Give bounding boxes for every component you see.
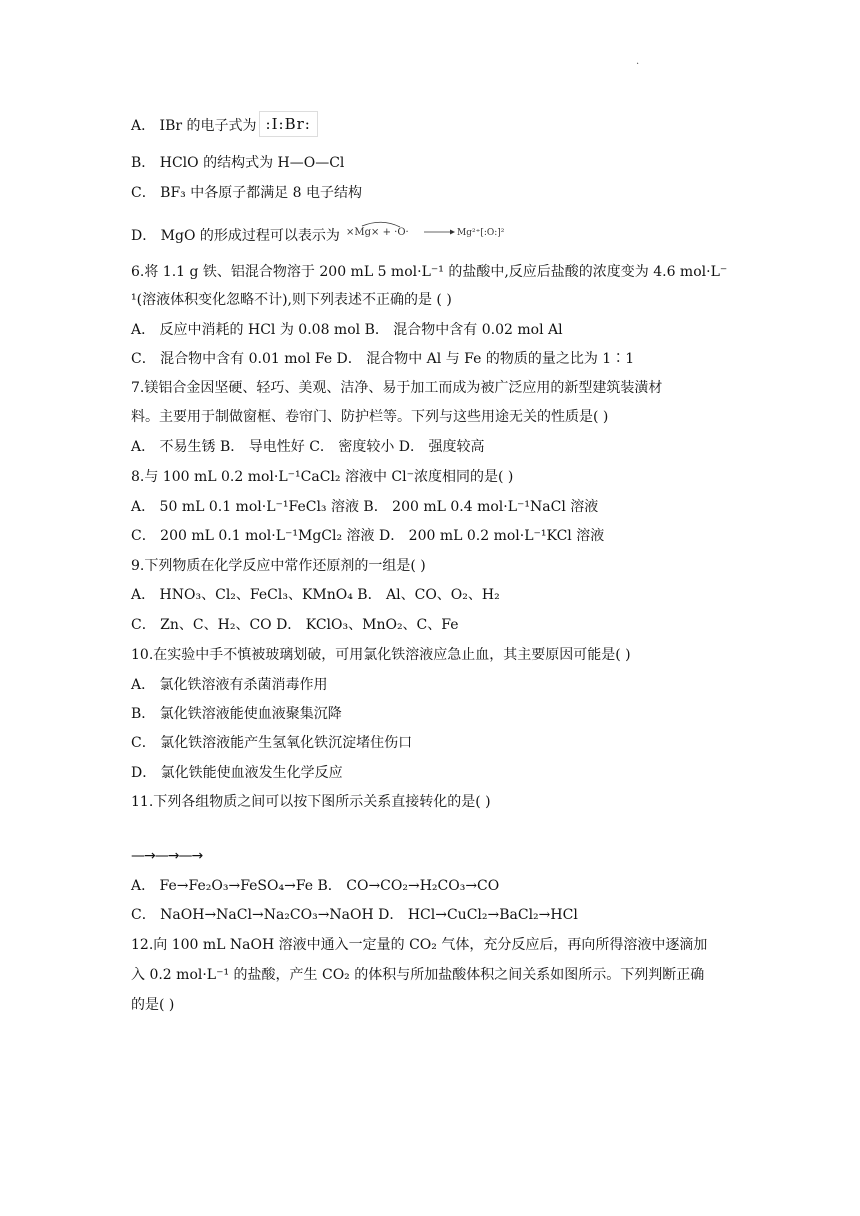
mgo-left-text: ×Mg× + ·O· [346, 227, 410, 238]
q9-stem: 9.下列物质在化学反应中常作还原剂的一组是( ) [131, 558, 426, 574]
q9-options-cd: C． Zn、C、H₂、CO D． KClO₃、MnO₂、C、Fe [131, 617, 459, 633]
q5-option-a-text: A． IBr 的电子式为 [131, 118, 257, 134]
q10-option-c: C． 氯化铁溶液能产生氢氧化铁沉淀堵住伤口 [131, 735, 413, 751]
q12-stem-line2: 入 0.2 mol·L⁻¹ 的盐酸，产生 CO₂ 的体积与所加盐酸体积之间关系如图所示。下列判断正确 [131, 967, 705, 983]
q8-options-ab: A． 50 mL 0.1 mol·L⁻¹FeCl₃ 溶液 B． 200 mL 0.4 mol·L⁻¹NaCl 溶液 [131, 499, 599, 515]
q6-options-cd: C． 混合物中含有 0.01 mol Fe D． 混合物中 Al 与 Fe 的物质的量之比为 1∶1 [131, 351, 635, 367]
q6-stem-line1: 6.将 1.1 g 铁、铝混合物溶于 200 mL 5 mol·L⁻¹ 的盐酸中,反应后盐酸的浓度变为 4.6 mol·L⁻ [131, 264, 728, 280]
q8-stem: 8.与 100 mL 0.2 mol·L⁻¹CaCl₂ 溶液中 Cl⁻浓度相同的是( ) [131, 469, 514, 485]
q10-option-b: B． 氯化铁溶液能使血液聚集沉降 [131, 706, 342, 722]
q11-options-ab: A． Fe→Fe₂O₃→FeSO₄→Fe B． CO→CO₂→H₂CO₃→CO [131, 878, 500, 894]
q11-stem: 11.下列各组物质之间可以按下图所示关系直接转化的是( ) [131, 794, 491, 810]
q5-option-a [131, 113, 318, 139]
q6-stem-line2: ¹(溶液体积变化忽略不计),则下列表述不正确的是 ( ) [131, 292, 452, 308]
q5-option-d [131, 222, 504, 250]
q5-option-b: B． HClO 的结构式为 H—O—Cl [131, 155, 345, 171]
q7-options: A． 不易生锈 B． 导电性好 C． 密度较小 D． 强度较高 [131, 439, 485, 455]
q11-arrow-diagram: —→—→—→ [131, 848, 203, 864]
q8-options-cd: C． 200 mL 0.1 mol·L⁻¹MgCl₂ 溶液 D． 200 mL 0.2 mol·L⁻¹KCl 溶液 [131, 528, 605, 544]
q7-stem-line1: 7.镁铝合金因坚硬、轻巧、美观、洁净、易于加工而成为被广泛应用的新型建筑装潢材 [131, 380, 663, 396]
q6-options-ab: A． 反应中消耗的 HCl 为 0.08 mol B． 混合物中含有 0.02 mol Al [131, 322, 563, 338]
q10-option-a: A． 氯化铁溶液有杀菌消毒作用 [131, 677, 328, 693]
q12-stem-line3: 的是( ) [131, 997, 175, 1013]
q12-stem-line1: 12.向 100 mL NaOH 溶液中通入一定量的 CO₂ 气体，充分反应后，再向所得溶液中逐滴加 [131, 937, 708, 953]
q7-stem-line2: 料。主要用于制做窗框、卷帘门、防护栏等。下列与这些用途无关的性质是( ) [131, 409, 609, 425]
mgo-formation-diagram [344, 220, 504, 248]
ibr-electron-formula-image: :I:Br: [259, 111, 318, 137]
q10-stem: 10.在实验中手不慎被玻璃划破，可用氯化铁溶液应急止血，其主要原因可能是( ) [131, 647, 631, 663]
q10-option-d: D． 氯化铁能使血液发生化学反应 [131, 765, 343, 781]
q5-option-d-text: D． MgO 的形成过程可以表示为 [131, 228, 340, 244]
mgo-right-text: Mg²⁺[:O:]²⁻ [457, 228, 505, 238]
header-mark: . [636, 56, 640, 67]
q5-option-c: C． BF₃ 中各原子都满足 8 电子结构 [131, 185, 363, 201]
q9-options-ab: A． HNO₃、Cl₂、FeCl₃、KMnO₄ B． Al、CO、O₂、H₂ [131, 587, 500, 603]
q11-options-cd: C． NaOH→NaCl→Na₂CO₃→NaOH D． HCl→CuCl₂→BaCl₂→HCl [131, 907, 578, 923]
